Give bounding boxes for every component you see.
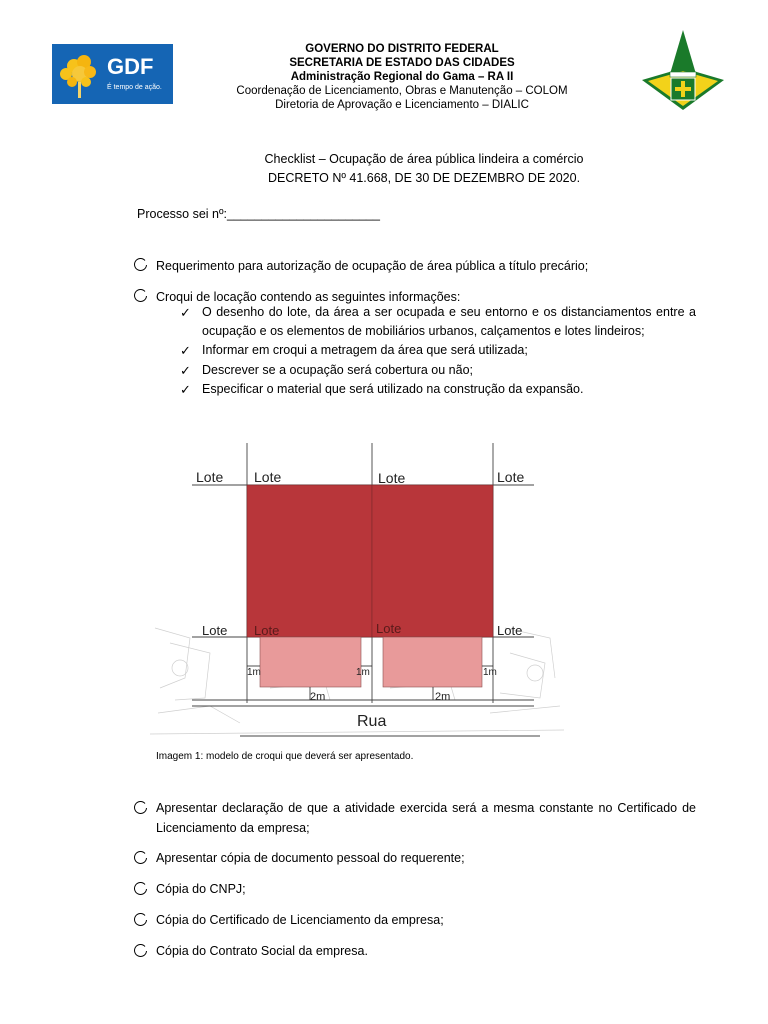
- radio-button-icon[interactable]: [133, 288, 148, 303]
- document-title: [150, 150, 698, 188]
- radio-button-icon[interactable]: [133, 257, 148, 272]
- item-croqui: Croqui de locação contendo as seguintes informações:: [156, 290, 461, 304]
- tree-icon: [52, 44, 107, 104]
- check-icon: ✓: [180, 343, 191, 359]
- occupation-area: [383, 637, 482, 687]
- occupation-area: [260, 637, 361, 687]
- lote-label: Lote: [497, 469, 525, 485]
- lote-label: Lote: [497, 623, 523, 638]
- dimension-label-1m: 1m: [483, 667, 497, 678]
- subitem-text: Informar em croqui a metragem da área que será utilizada;: [202, 343, 528, 358]
- check-icon: ✓: [180, 305, 191, 320]
- dimension-label-2m: 2m: [310, 691, 326, 703]
- lot-block: [372, 485, 493, 637]
- radio-button-icon[interactable]: [133, 850, 148, 865]
- list-item: [180, 341, 696, 360]
- croqui-requirements: [180, 303, 696, 399]
- lot-block: [247, 485, 372, 637]
- item-certificado: Cópia do Certificado de Licenciamento da empresa;: [156, 913, 444, 927]
- croqui-diagram: [150, 438, 564, 750]
- gdf-brand: GDF: [107, 54, 154, 79]
- dimension-label-1m: 1m: [247, 667, 261, 678]
- check-icon: ✓: [180, 362, 191, 378]
- lote-label: Lote: [254, 623, 280, 638]
- item-contrato-social: Cópia do Contrato Social da empresa.: [156, 944, 368, 958]
- radio-button-icon[interactable]: [133, 943, 148, 958]
- header-line-3: Administração Regional do Gama – RA II: [290, 71, 514, 83]
- header-line-2: SECRETARIA DE ESTADO DAS CIDADES: [289, 57, 515, 69]
- figure-caption: Imagem 1: modelo de croqui que deverá ser apresentado.: [156, 751, 414, 762]
- header-line-1: GOVERNO DO DISTRITO FEDERAL: [305, 43, 499, 55]
- coat-of-arms-icon: [640, 28, 726, 112]
- radio-button-icon[interactable]: [133, 912, 148, 927]
- lote-label: Lote: [254, 469, 282, 485]
- title-line-1: Checklist – Ocupação de área pública lindeira a comércio: [264, 152, 584, 166]
- list-item: [180, 303, 696, 341]
- item-documento-pessoal: Apresentar cópia de documento pessoal do requerente;: [156, 851, 465, 865]
- rua-label: Rua: [357, 713, 387, 730]
- subitem-text: Especificar o material que será utilizado na construção da expansão.: [202, 381, 584, 396]
- lote-label: Lote: [202, 623, 228, 638]
- radio-button-icon[interactable]: [133, 881, 148, 896]
- list-item: [180, 361, 696, 380]
- lote-label: Lote: [196, 469, 224, 485]
- item-requerimento: Requerimento para autorização de ocupação de área pública a título precário;: [156, 259, 589, 273]
- title-line-2: DECRETO Nº 41.668, DE 30 DE DEZEMBRO DE 2020.: [267, 171, 581, 185]
- gdf-logo: [52, 44, 173, 104]
- radio-button-icon[interactable]: [133, 800, 148, 815]
- dimension-label-1m: 1m: [356, 667, 370, 678]
- dimension-label-2m: 2m: [435, 691, 451, 703]
- item-declaracao: Apresentar declaração de que a atividade exercida será a mesma constante no Certificado de Licenciamento da empresa;: [156, 801, 696, 835]
- lote-label: Lote: [378, 470, 406, 486]
- gdf-slogan: É tempo de ação.: [107, 84, 162, 91]
- letterhead: [188, 42, 616, 112]
- subitem-text: Descrever se a ocupação será cobertura ou não;: [202, 362, 473, 377]
- header-line-4: Coordenação de Licenciamento, Obras e Manutenção – COLOM: [236, 85, 568, 97]
- check-icon: ✓: [180, 381, 191, 397]
- processo-field: Processo sei nº:______________________: [137, 207, 380, 221]
- subitem-text: O desenho do lote, da área a ser ocupada e seu entorno e os distanciamentos entre a ocupação e os elementos de mobiliários urbanos, calçamentos e lotes lindeiros;: [202, 305, 696, 339]
- item-cnpj: Cópia do CNPJ;: [156, 882, 246, 896]
- header-line-5: Diretoria de Aprovação e Licenciamento – DIALIC: [275, 99, 529, 111]
- lote-label: Lote: [376, 621, 402, 636]
- list-item: [180, 380, 696, 399]
